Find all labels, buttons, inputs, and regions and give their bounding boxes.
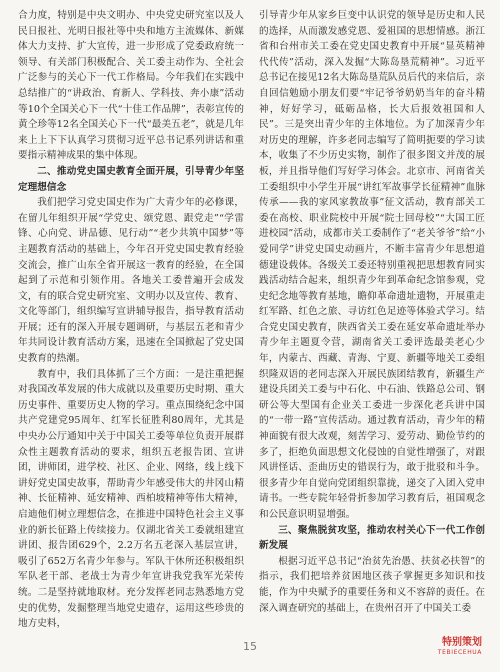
special-feature-mark [438, 637, 482, 657]
right-column [259, 8, 485, 616]
right-paragraph-1: 引导青少年从家乡巨变中认识党的领导是历史和人民的选择，从而激发感党恩、爱祖国的思想情感。浙江省和台州市关工委在党史国史教育中开展“显英精神代代传”活动，深入发掘“大陈岛垦荒精神”。习近平总书记在接见12名大陈岛垦荒队员后代的来信后，亲自回信勉励小朋友们要“牢记爷爷奶奶当年的奋斗精神，好好学习，砥砺品格，长大后报效祖国和人民”。三是突出青少年的主体地位。为了加深青少年对历史的理解，许多老同志编写了简明扼要的学习读本，收集了不少历史实物，制作了很多图文并茂的展板，并且指导他们写好学习体会。北京市、河南省关工委组织中小学生开展“讲红军故事学长征精神”血脉传承——我的家风家教故事”征文活动，教育部关工委在高校、职业院校中开展“院士回母校”“大国工匠进校园”活动，成都市关工委制作了“老关爷爷”给“小爱同学”讲党史国史动画片，不断丰富青少年思想道德建设载体。各级关工委还特别重视把思想教育同实践活动结合起来，组织青少年到革命纪念馆参观，党史纪念地等教育基地，瞻仰革命遗址遗物，开展重走红军路、红色之旅、寻访红色足迹等体验式学习。结合党史国史教育，陕西省关工委在延安革命遗址举办青少年主题夏令营，湖南省关工委评选最美老心少年，内蒙古、西藏、青海、宁夏、新疆等地关工委组织隆双语的老同志深入开展民族团结教育，新疆生产建设兵团关工委与中石化、中石油、铁路总公司、钢研公等大型国有企业关工委进一步深化老兵讲中国的“一带一路”宣传活动。通过教育活动，青少年的精神面貌有很大改观，刻苦学习、爱劳动、勤俭节约的多了，拒绝负面思想文化侵蚀的自觉性增强了，对跟风讲怪话、歪曲历史的错误行为，敢于批驳和斗争。很多青少年自觉向党团组织靠拢，递交了入团入党申请书。一些专院年轻骨折参加学习教育后，祖国观念和公民意识明显增强。 [259, 10, 485, 520]
brand-label-cn: 特别策划 [442, 637, 482, 648]
left-column [18, 8, 244, 632]
right-paragraph-2: 根据习近平总书记“治贫先治愚、扶贫必扶智”的指示，我们把培养贫困地区孩子掌握更多知识和技能，作为中央赋予的重要任务和义不容辞的责任。在深入调查研究的基础上，在贵州召开了中国关工委 [259, 555, 485, 614]
section-heading-3: 三、聚焦脱贫攻坚，推动农村关心下一代工作创新发展 [259, 524, 485, 552]
brand-label-en: TEBIECEHUA [437, 649, 482, 656]
section-heading-2: 二、推动党史国史教育全面开展，引导青少年坚定理想信念 [18, 165, 244, 193]
left-paragraph-2: 我们把学习党史国史作为广大青少年的必修课，在留儿年组织开展“学党史、颂党恩、跟党走”“学雷锋、心向党、讲品德、见行动”“老少共筑中国梦”等主题教育活动的基础上，今年召开党史国史教育经验交流会，推广山东全省开展这一教育的经验，在全国起到了示范和引领作用。各地关工委普遍开会成发文，有的联合党史研究室、文明办以及宣传、教育、文化等部门，组织编写宣讲辅导报告，指导教育活动开展；还有的深入开展专题调研，与基层五老和青少年共同设计教育活动方案，迅速在全国掀起了党史国史教育的热潮。 [18, 197, 244, 365]
left-paragraph-1: 合力度，特别是中央文明办、中央党史研究室以及人民日报社、光明日报社等中央和地方主流媒体、新媒体大力支持、扩大宣传，进一步形成了党委政府统一领导、有关部门积极配合、关工委主动作为、全社会广泛参与的关心下一代工作格局。今年我们在实践中总结推广的“讲政治、育新人、学科技、奔小康”活动等10个全国关心下一代“十佳工作品牌”，表彰宣传的黄仝珍等12名全国关心下一代“最美五老”，就是几年来上上下下认真学习贯彻习近平总书记系列讲话和重要指示精神成果的集中体现。 [18, 10, 244, 162]
page-number: 15 [243, 640, 257, 653]
left-paragraph-3: 教育中，我们具体抓了三个方面：一是注重把握对我国改革发展的伟大成就以及重要历史时期、重大历史事件、重要历史人物的学习。重点围绕纪念中国共产党建党95周年、红军长征胜利80周年，尤其是中央办公厅通知中关于中国关工委等单位负责开展群众性主题教育活动的要求，组织五老报告团、宣讲团，讲师团，进学校、社区、企业、网络，线上线下讲好党史国史故事，帮助青少年感受伟大的井冈山精神、长征精神、延安精神、西柏坡精神等伟大精神，启迪他们树立理想信念，在推进中国特色社会主义事业的新长征路上传续接力。仅湖北省关工委就组建宣讲团、报告团629个，2.2万名五老深入基层宣讲，吸引了652万名青少年参与。军队干休所还积极组织军队老干部、老战士为青少年宣讲我党我军光荣传统。二是坚持就地取材。充分发挥老同志熟悉地方党史的优势，发掘整理当地党史遗存，运用这些珍贵的地方史料， [18, 368, 244, 630]
